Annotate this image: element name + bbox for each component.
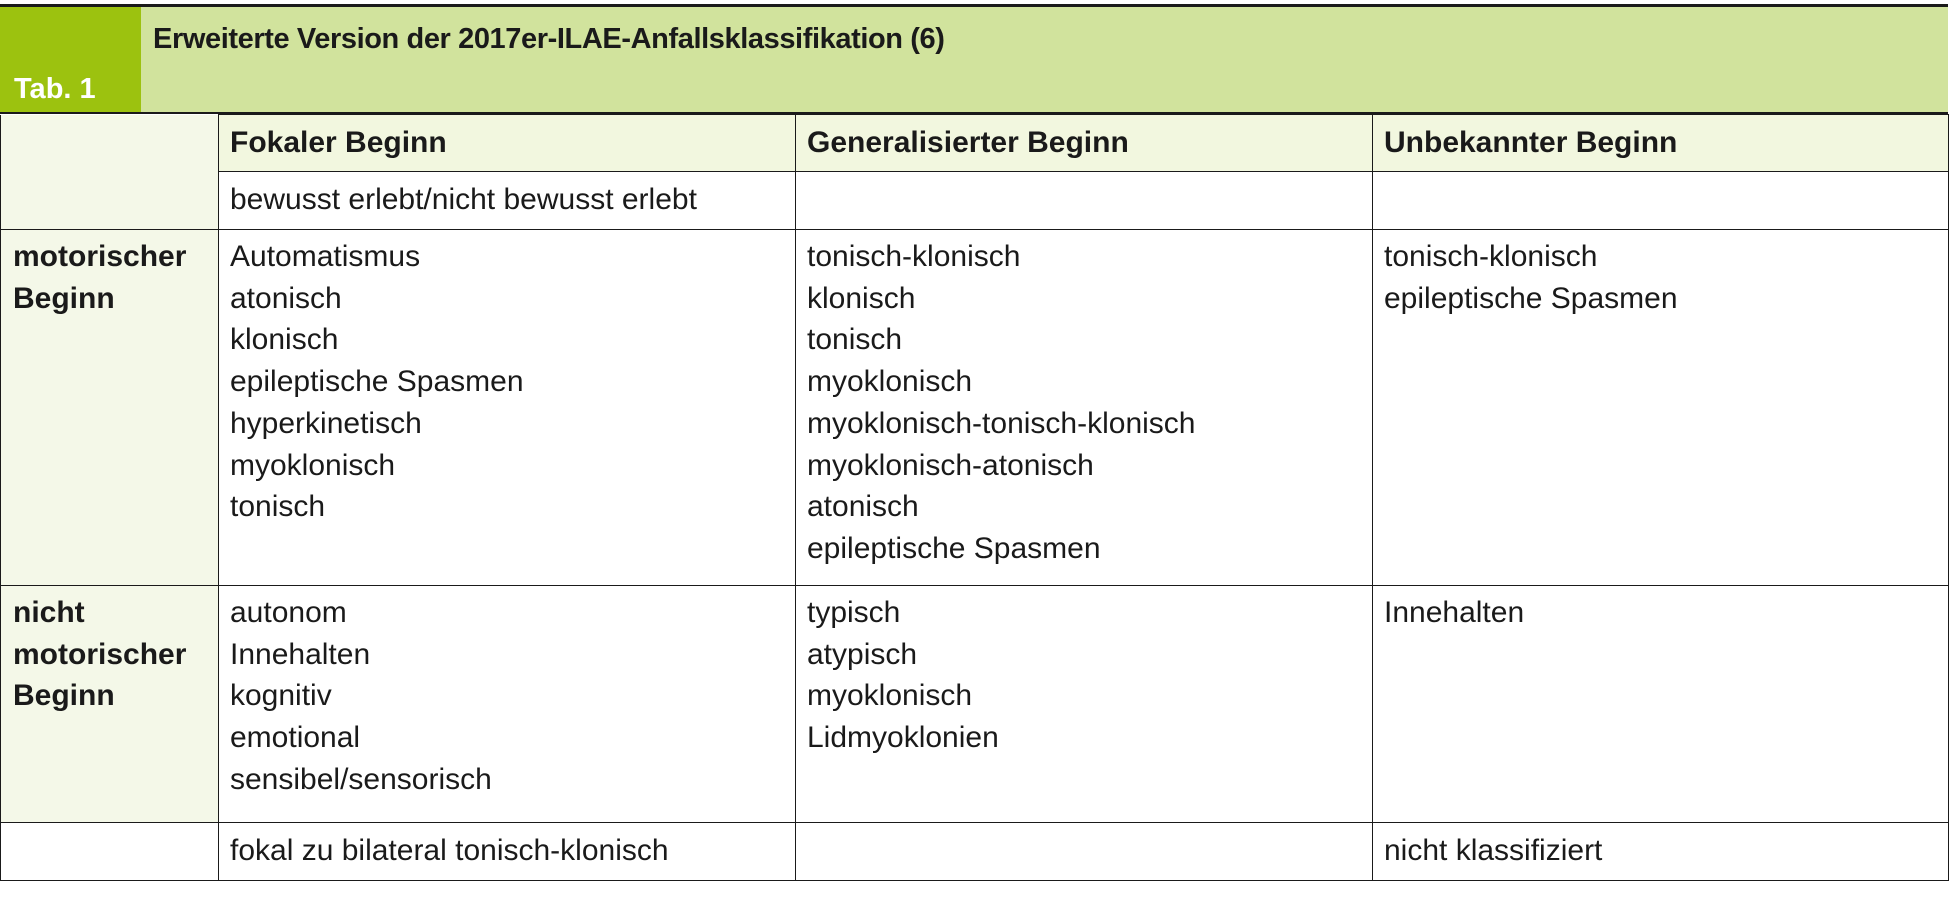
cell-line: emotional <box>230 721 361 755</box>
cell-line: tonisch-klonisch <box>807 240 1021 273</box>
cell-line: Beginn <box>13 679 115 713</box>
column-header-unknown: Unbekannter Beginn <box>1373 115 1949 172</box>
cell-line: atonisch <box>230 281 342 315</box>
seizure-classification-table <box>0 4 1948 881</box>
footer-row <box>1 823 1949 881</box>
motor-onset-label <box>1 230 219 586</box>
classification-grid <box>0 114 1949 881</box>
cell-line: epileptische Spasmen <box>1384 281 1678 315</box>
cell-line: epileptische Spasmen <box>807 531 1101 565</box>
cell-line: tonisch <box>230 490 326 524</box>
cell-line: sensibel/sensorisch <box>230 762 492 796</box>
footer-generalized-cell <box>796 823 1373 881</box>
column-header-focal: Fokaler Beginn <box>219 115 796 172</box>
corner-cell <box>1 115 219 172</box>
nonmotor-unknown-cell <box>1373 586 1949 823</box>
awareness-unknown-cell <box>1373 172 1949 230</box>
nonmotor-onset-label <box>1 586 219 823</box>
cell-line: hyperkinetisch <box>230 406 422 440</box>
cell-line: klonisch <box>230 323 339 357</box>
footer-focal-cell: fokal zu bilateral tonisch-klonisch <box>219 823 796 881</box>
motor-generalized-cell <box>796 230 1373 586</box>
motor-focal-cell <box>219 230 796 586</box>
awareness-row <box>1 172 1949 230</box>
nonmotor-generalized-cell <box>796 586 1373 823</box>
table-title: Erweiterte Version der 2017er-ILAE-Anfallsklassifikation (6) <box>153 23 945 55</box>
cell-line: epileptische Spasmen <box>230 365 524 399</box>
cell-line: myoklonisch-atonisch <box>807 448 1094 482</box>
cell-line: Lidmyoklonien <box>807 721 999 755</box>
cell-line: klonisch <box>807 281 916 315</box>
cell-line: typisch <box>807 596 901 629</box>
nonmotor-onset-row <box>1 586 1949 823</box>
cell-line: Innehalten <box>1384 596 1525 629</box>
cell-line: myoklonisch <box>807 365 973 399</box>
footer-unknown-cell: nicht klassifiziert <box>1373 823 1949 881</box>
nonmotor-focal-cell <box>219 586 796 823</box>
tab-number-label: Tab. 1 <box>0 7 141 112</box>
cell-line: nicht <box>13 596 85 629</box>
awareness-generalized-cell <box>796 172 1373 230</box>
cell-line: tonisch-klonisch <box>1384 240 1598 273</box>
motor-unknown-cell <box>1373 230 1949 586</box>
column-header-generalized: Generalisierter Beginn <box>796 115 1373 172</box>
cell-line: Innehalten <box>230 637 371 671</box>
cell-line: atonisch <box>807 490 919 524</box>
cell-line: tonisch <box>807 323 903 357</box>
cell-line: atypisch <box>807 637 918 671</box>
footer-label-cell <box>1 823 219 881</box>
column-header-row <box>1 115 1949 172</box>
cell-line: kognitiv <box>230 679 332 713</box>
cell-line: motorischer <box>13 240 187 273</box>
motor-onset-row <box>1 230 1949 586</box>
awareness-focal-cell: bewusst erlebt/nicht bewusst erlebt <box>219 172 796 230</box>
table-header-band <box>0 4 1948 114</box>
cell-line: myoklonisch <box>230 448 396 482</box>
cell-line: autonom <box>230 596 347 629</box>
awareness-label-cell <box>1 172 219 230</box>
cell-line: Beginn <box>13 281 115 315</box>
cell-line: motorischer <box>13 637 187 671</box>
cell-line: myoklonisch <box>807 679 973 713</box>
cell-line: myoklonisch-tonisch-klonisch <box>807 406 1196 440</box>
cell-line: Automatismus <box>230 240 421 273</box>
